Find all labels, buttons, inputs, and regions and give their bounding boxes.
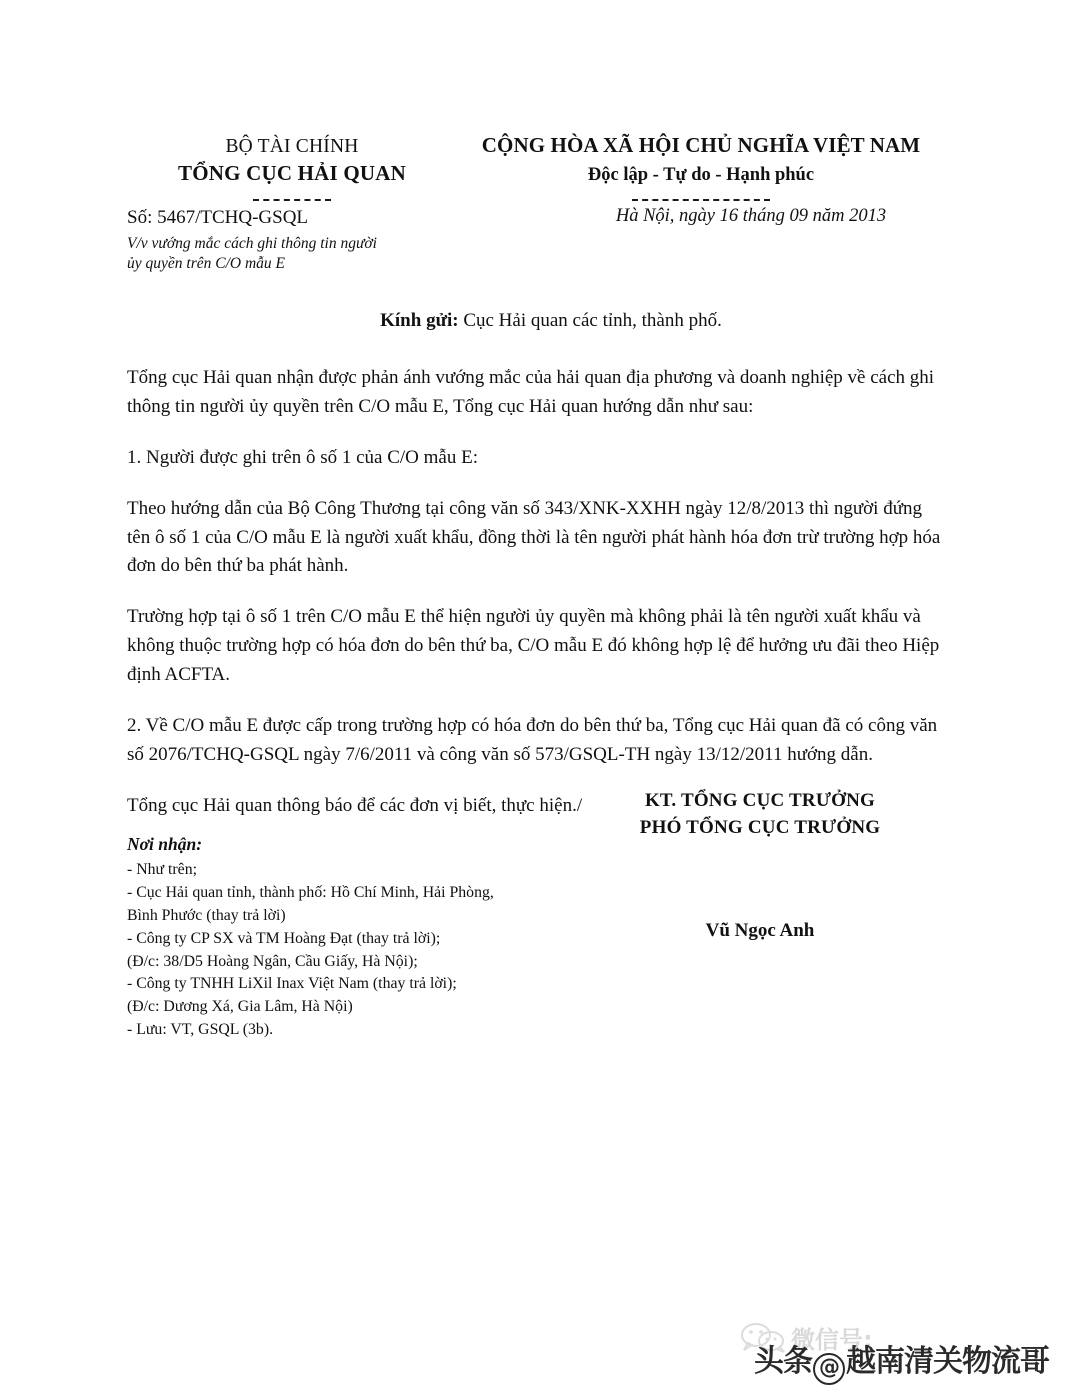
signer-role-line-1: KT. TỔNG CỤC TRƯỞNG xyxy=(644,790,876,811)
salutation-target: Cục Hải quan các tỉnh, thành phố. xyxy=(463,310,722,331)
watermark-handle: 越南清关物流哥 xyxy=(846,1344,1049,1379)
department-name: TỔNG CỤC HẢI QUAN xyxy=(178,160,406,185)
signer-role-line-2: PHÓ TỔNG CỤC TRƯỞNG xyxy=(639,816,881,838)
document-body xyxy=(127,310,945,843)
document-subject: V/v vướng mắc cách ghi thông tin người ủy quyền trên C/O mẫu E xyxy=(127,234,377,273)
document-date-block xyxy=(557,205,945,227)
issuing-authority-block xyxy=(127,132,457,201)
national-heading-block xyxy=(457,132,945,201)
recipient-item: - Lưu: VT, GSQL (3b). xyxy=(127,1021,274,1039)
recipient-item: - Cục Hải quan tỉnh, thành phố: Hồ Chí Minh, Hải Phòng, Bình Phước (thay trả lời) xyxy=(127,883,494,924)
header-left-divider xyxy=(253,199,331,201)
signature-block xyxy=(575,788,945,942)
salutation-label: Kính gửi: xyxy=(380,310,459,331)
recipients-list xyxy=(127,859,527,1042)
watermark-wechat-label: 微信号: xyxy=(791,1326,873,1354)
document-reference-block xyxy=(127,205,557,275)
header-right-divider xyxy=(632,199,770,201)
ministry-name: BỘ TÀI CHÍNH xyxy=(225,136,359,157)
recipient-item: - Công ty CP SX và TM Hoàng Đạt (thay trả lời); xyxy=(127,929,441,947)
recipient-item: (Đ/c: 38/D5 Hoàng Ngân, Cầu Giấy, Hà Nội); xyxy=(127,952,418,970)
watermark-foreground-layer xyxy=(754,1336,1049,1385)
watermark-platform-label: 头条 xyxy=(754,1344,812,1379)
body-paragraph: Theo hướng dẫn của Bộ Công Thương tại công văn số 343/XNK-XXHH ngày 12/8/2013 thì người đứng tên ô số 1 của C/O mẫu E là người xuất khẩu, đồng thời là tên người phát hành hóa đơn trừ trường hợp hóa đơn do bên thứ ba phát hành. xyxy=(127,497,941,577)
body-paragraph: Trường hợp tại ô số 1 trên C/O mẫu E thể hiện người ủy quyền mà không phải là tên người xuất khẩu và không thuộc trường hợp có hóa đơn do bên thứ ba, C/O mẫu E đó không hợp lệ để hưởng ưu đãi theo Hiệp định ACFTA. xyxy=(127,606,940,685)
body-paragraph: 1. Người được ghi trên ô số 1 của C/O mẫu E: xyxy=(127,446,478,468)
recipient-item: (Đ/c: Dương Xá, Gia Lâm, Hà Nội) xyxy=(127,998,353,1016)
document-meta-row xyxy=(127,205,945,275)
recipient-item: - Như trên; xyxy=(127,861,197,878)
signer-name: Vũ Ngọc Anh xyxy=(705,919,815,941)
document-header xyxy=(127,132,945,201)
watermark xyxy=(726,1318,1066,1380)
document-date: Hà Nội, ngày 16 tháng 09 năm 2013 xyxy=(615,206,887,226)
document-number: Số: 5467/TCHQ-GSQL xyxy=(127,207,309,228)
national-title: CỘNG HÒA XÃ HỘI CHỦ NGHĨA VIỆT NAM xyxy=(481,133,921,157)
body-paragraph: Tổng cục Hải quan nhận được phản ánh vướng mắc của hải quan địa phương và doanh nghiệp về cách ghi thông tin người ủy quyền trên C/O mẫu E, Tổng cục Hải quan hướng dẫn như sau: xyxy=(127,367,935,417)
national-motto: Độc lập - Tự do - Hạnh phúc xyxy=(587,165,815,186)
salutation xyxy=(127,310,945,332)
recipient-item: - Công ty TNHH LiXil Inax Việt Nam (thay trả lời); xyxy=(127,975,457,993)
body-paragraph: Tổng cục Hải quan thông báo để các đơn vị biết, thực hiện./ xyxy=(127,794,583,816)
recipients-block xyxy=(127,834,527,1042)
body-paragraph: 2. Về C/O mẫu E được cấp trong trường hợp có hóa đơn do bên thứ ba, Tổng cục Hải quan đã có công văn số 2076/TCHQ-GSQL ngày 7/6/2011 và công văn số 573/GSQL-TH ngày 13/12/2011 hướng dẫn. xyxy=(127,714,938,765)
recipients-title: Nơi nhận: xyxy=(127,834,203,854)
at-symbol-icon: @ xyxy=(813,1353,845,1385)
